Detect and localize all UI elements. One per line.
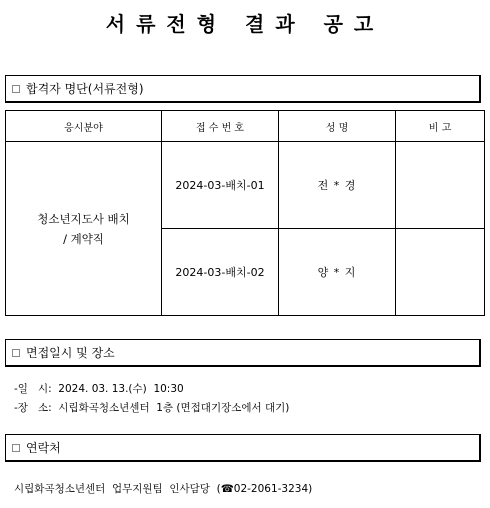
checkbox-icon bbox=[12, 349, 20, 357]
number-cell: 2024-03-배치-01 bbox=[162, 142, 279, 229]
section-label: 합격자 명단(서류전형) bbox=[26, 82, 144, 96]
field-cell: 청소년지도사 배치 / 계약직 bbox=[6, 142, 162, 316]
header-number: 접 수 번 호 bbox=[162, 111, 279, 142]
section-header-interview bbox=[5, 339, 481, 367]
table-row bbox=[6, 142, 485, 229]
header-note: 비 고 bbox=[396, 111, 485, 142]
result-table bbox=[5, 110, 485, 316]
table-header-row bbox=[6, 111, 485, 142]
interview-date: -일 시: 2024. 03. 13.(수) 10:30 bbox=[14, 383, 184, 395]
checkbox-icon bbox=[12, 444, 20, 452]
name-cell: 양 * 지 bbox=[279, 229, 396, 316]
note-cell bbox=[396, 229, 485, 316]
interview-place: -장 소: 시립화곡청소년센터 1층 (면접대기장소에서 대기) bbox=[14, 402, 290, 414]
header-name: 성 명 bbox=[279, 111, 396, 142]
section-header-contact bbox=[5, 434, 481, 462]
number-cell: 2024-03-배치-02 bbox=[162, 229, 279, 316]
page-title: 서류전형 결과 공고 bbox=[105, 12, 385, 36]
header-field: 응시분야 bbox=[6, 111, 162, 142]
name-cell: 전 * 경 bbox=[279, 142, 396, 229]
note-cell bbox=[396, 142, 485, 229]
contact-info: 시립화곡청소년센터 업무지원팀 인사담당 (☎02-2061-3234) bbox=[14, 483, 313, 495]
section-label: 면접일시 및 장소 bbox=[26, 346, 115, 360]
checkbox-icon bbox=[12, 85, 20, 93]
section-header-passers bbox=[5, 75, 481, 103]
section-label: 연락처 bbox=[26, 441, 61, 455]
